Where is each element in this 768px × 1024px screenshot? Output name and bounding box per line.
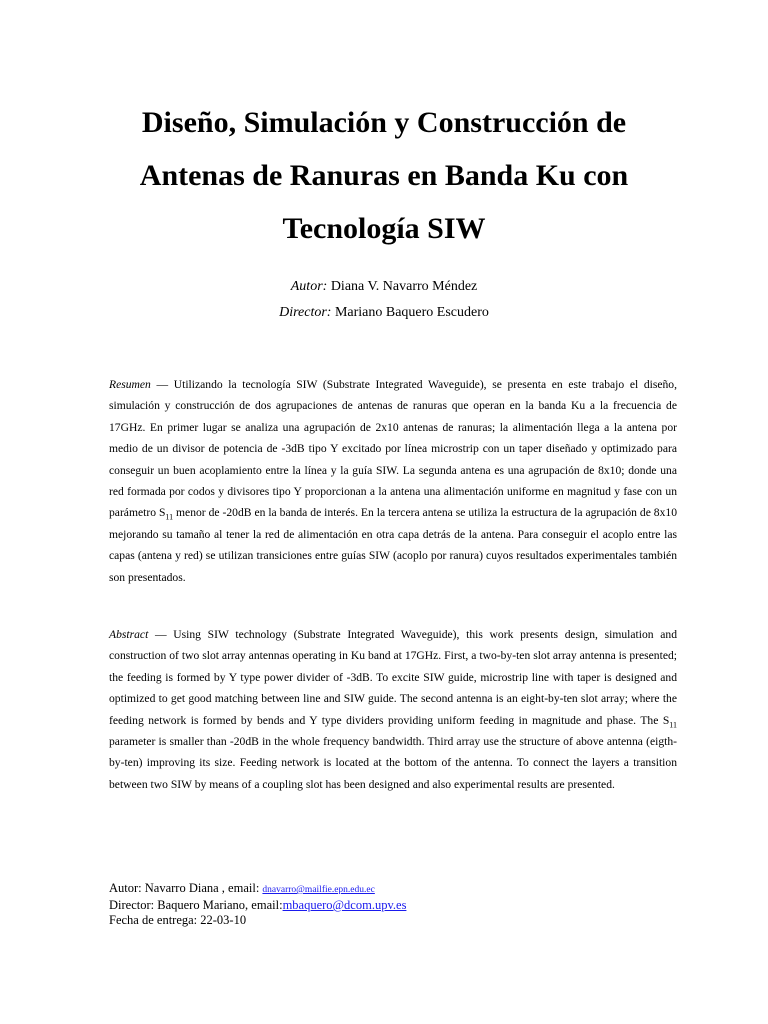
author-role-label: Autor: bbox=[290, 279, 328, 294]
resumen-text-part-1: — Utilizando la tecnología SIW (Substrate Integrated Waveguide), se presenta en este trabajo el diseño, simulación y construcción de dos agrupaciones de antenas de ranuras que operan en la banda Ku a la frecuencia de 17GHz. En primer lugar se analiza una agrupación de 2x10 antenas de ranuras; la alimentación llega a la antena por medio de un divisor de potencia de -3dB tipo Y excitado por línea microstrip con un taper diseñado y optimizado para conseguir un buen acoplamiento entre la línea y la guía SIW. La segunda antena es una agrupación de 8x10; donde una red formada por codos y divisores tipo Y proporcionan a la antena una alimentación uniforme en magnitud y fase con un parámetro S bbox=[109, 378, 677, 520]
abstract-text-part-1: — Using SIW technology (Substrate Integrated Waveguide), this work presents design, simulation and construction of two slot array antennas operating in Ku band at 17GHz. First, a two-by-ten slot array antenna is presented; the feeding is formed by Y type power divider of -3dB. To excite SIW guide, microstrip line with taper is designed and optimized to get good matching between line and SIW guide. The second antenna is an eight-by-ten slot array; where the feeding network is formed by bends and Y type dividers providing uniform feeding in magnitude and phase. The S bbox=[109, 628, 677, 727]
author-email-link[interactable]: dnavarro@mailfie.epn.edu.ec bbox=[262, 885, 375, 895]
abstract-subscript: 11 bbox=[669, 719, 677, 729]
footer-author-row bbox=[109, 881, 669, 898]
director-name: Mariano Baquero Escudero bbox=[334, 305, 489, 320]
director-line bbox=[0, 304, 768, 322]
paper-title: Diseño, Simulación y Construcción de Antenas de Ranuras en Banda Ku con Tecnología SIW bbox=[139, 106, 629, 245]
footer-author-label: Autor: Navarro Diana , email: bbox=[109, 881, 263, 895]
author-line bbox=[0, 278, 768, 296]
footer-director-label: Director: Baquero Mariano, email: bbox=[109, 898, 283, 912]
footer-director-row bbox=[109, 898, 669, 913]
director-role-label: Director: bbox=[279, 305, 332, 320]
resumen-label: Resumen bbox=[109, 378, 151, 391]
director-email-link[interactable]: mbaquero@dcom.upv.es bbox=[282, 898, 407, 912]
abstract-label: Abstract bbox=[109, 628, 149, 641]
abstract-paragraph bbox=[109, 624, 677, 795]
resumen-subscript: 11 bbox=[165, 512, 174, 522]
abstract-text-part-2: parameter is smaller than -20dB in the whole frequency bandwidth. Third array use the structure of above antenna (eigth-by-ten) improving its size. Feeding network is located at the bottom of the antenna. To connect the layers a transition between two SIW by means of a coupling slot has been designed and also experimental results are presented. bbox=[109, 735, 677, 791]
resumen-paragraph bbox=[109, 374, 677, 588]
footer-date-row: Fecha de entrega: 22-03-10 bbox=[109, 913, 247, 927]
author-name: Diana V. Navarro Méndez bbox=[330, 279, 478, 294]
resumen-text-part-2: menor de -20dB en la banda de interés. En la tercera antena se utiliza la estructura de la agrupación de 8x10 mejorando su tamaño al tener la red de alimentación en otra capa detrás de la antena. Para conseguir el acoplo entre las capas (antena y red) se utilizan transiciones entre guías SIW (acoplo por ranura) cuyos resultados experimentales también son presentados. bbox=[109, 506, 677, 584]
footer-info bbox=[109, 881, 669, 928]
